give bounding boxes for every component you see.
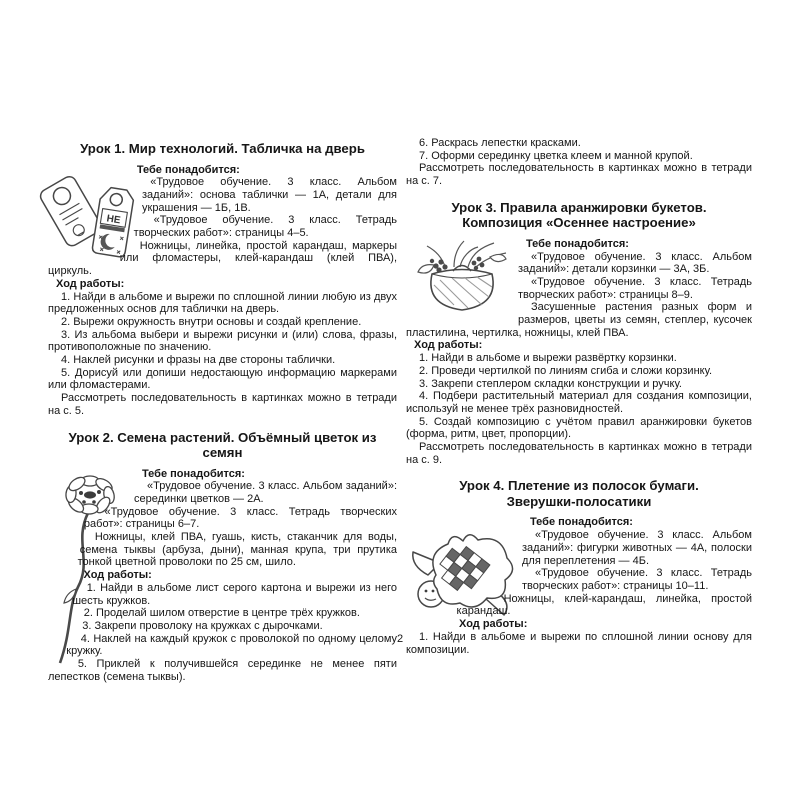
step-paragraph: 2. Проделай шилом отверстие в центре трёх кружков. <box>83 607 360 620</box>
step-paragraph: 1. Найди в альбоме и вырежи по сплошной линии любую из двух предложенных основ для таблички на дверь. <box>48 290 397 316</box>
lesson-4-section <box>406 466 752 656</box>
step-paragraph: 5. Приклей к получившейся серединке не менее пяти лепестков (семена тыквы). <box>48 658 397 683</box>
dried-flower-basket-icon <box>412 239 512 315</box>
lesson-title <box>48 430 397 461</box>
materials-label: Тебе понадобится: <box>136 163 240 176</box>
materials-paragraph: Ножницы, клей ПВА, гуашь, кисть, стаканчик для воды, семена тыквы (арбуза, дыни), манная крупа, три прутика тонкой цветной проволоки по 25 см, шило. <box>77 531 397 569</box>
lesson-title-line: Урок 1. Мир технологий. Табличка на дверь <box>80 141 365 156</box>
note-paragraph: Рассмотреть последовательность в картинках можно в тетради на с. 5. <box>48 392 397 417</box>
step-paragraph: 4. Наклей рисунки и фразы на две стороны таблички. <box>61 354 336 367</box>
materials-paragraph: «Трудовое обучение. 3 класс. Альбом заданий»: фигурки животных — 4А, полоски для переплетения — 4Б. <box>522 529 752 567</box>
materials-label: Тебе понадобится: <box>526 237 629 250</box>
materials-paragraph: «Трудовое обучение. 3 класс. Альбом заданий»: серединки цветков — 2А. <box>134 480 397 505</box>
materials-paragraph: «Трудовое обучение. 3 класс. Тетрадь творческих работ»: страницы 10–11. <box>522 567 752 592</box>
materials-paragraph: Засушенные растения разных форм и размеров, цветы из семян, степлер, кусочек пластилина, чертилка, ножницы, клей ПВА. <box>406 301 752 339</box>
lesson-title <box>48 141 397 157</box>
lesson-title-line: Урок 3. Правила аранжировки букетов. <box>451 199 707 215</box>
steps-label: Ход работы: <box>56 277 125 290</box>
step-paragraph: 2. Проведи чертилкой по линиям сгиба и сложи корзинку. <box>419 364 713 377</box>
materials-label: Тебе понадобится: <box>530 516 633 529</box>
door-hangers-illustration <box>38 165 138 259</box>
lesson-2-continuation <box>406 137 752 188</box>
right-column <box>406 137 752 656</box>
left-column <box>48 141 397 684</box>
step-paragraph: 6. Раскрась лепестки красками. <box>419 137 581 149</box>
lesson-title-line: Композиция «Осеннее настроение» <box>462 215 696 231</box>
door-hangers-icon <box>38 165 138 259</box>
materials-paragraph: «Трудовое обучение. 3 класс. Тетрадь творческих работ»: страницы 6–7. <box>83 505 397 531</box>
step-paragraph: 1. Найди в альбоме и вырежи по сплошной линии основу для композиции. <box>406 630 752 656</box>
dried-flower-basket-illustration <box>412 239 512 315</box>
step-paragraph: 7. Оформи серединку цветка клеем и манной крупой. <box>419 149 693 162</box>
materials-paragraph: «Трудовое обучение. 3 класс. Тетрадь творческих работ»: страницы 4–5. <box>133 214 397 240</box>
step-paragraph: 3. Закрепи проволоку на кружках с дырочками. <box>82 620 323 632</box>
materials-paragraph: «Трудовое обучение. 3 класс. Тетрадь творческих работ»: страницы 8–9. <box>518 275 752 301</box>
step-paragraph: 3. Из альбома выбери и вырежи рисунки и (или) слова, фразы, противоположные по значению. <box>48 328 397 354</box>
materials-paragraph: «Трудовое обучение. 3 класс. Альбом заданий»: основа таблички — 1А, детали для украшения — 1Б, 1В. <box>142 176 397 214</box>
steps-label: Ход работы: <box>83 569 152 582</box>
lesson-1-section <box>48 141 397 418</box>
lesson-title-line: Урок 2. Семена растений. Объёмный цветок из семян <box>68 429 377 461</box>
step-paragraph: 4. Подбери растительный материал для создания композиции, используй не менее трёх разновидностей. <box>406 390 752 415</box>
steps-label: Ход работы: <box>414 339 483 352</box>
note-paragraph: Рассмотреть последовательность в картинках можно в тетради на с. 7. <box>406 162 752 188</box>
step-paragraph: 1. Найди в альбоме и вырежи развёртку корзинки. <box>419 352 677 365</box>
hanger-ne-label: НЕ <box>105 212 122 226</box>
step-paragraph: 3. Закрепи степлером складки конструкции и ручку. <box>419 377 682 390</box>
step-paragraph: 5. Создай композицию с учётом правил аранжировки букетов (форма, ритм, цвет, пропорции). <box>406 415 752 441</box>
lesson-title <box>406 478 752 509</box>
step-paragraph: 2. Вырежи окружность внутри основы и создай крепление. <box>61 315 362 328</box>
materials-label: Тебе понадобится: <box>142 467 245 480</box>
materials-paragraph: Ножницы, линейка, простой карандаш, маркеры или фломастеры, клей-карандаш (клей ПВА), циркуль. <box>48 239 397 278</box>
step-paragraph: 4. Наклей на каждый кружок с проволокой по одному целому кружку. <box>66 632 397 658</box>
steps-label: Ход работы: <box>459 618 528 631</box>
lesson-title <box>406 200 752 231</box>
note-paragraph: Рассмотреть последовательность в картинках можно в тетради на с. 9. <box>406 441 752 466</box>
page-number: 2 <box>396 633 404 645</box>
lesson-title-line: Урок 4. Плетение из полосок бумаги. <box>459 478 699 494</box>
lesson-title-line: Зверушки-полосатики <box>506 493 652 509</box>
materials-paragraph: Ножницы, клей-карандаш, линейка, простой карандаш. <box>456 592 752 618</box>
step-paragraph: 1. Найди в альбоме лист серого картона и вырежи из него шесть кружков. <box>72 581 397 607</box>
step-paragraph: 5. Дорисуй или допиши недостающую информацию маркерами или фломастерами. <box>48 366 397 392</box>
lesson-3-section <box>406 188 752 467</box>
materials-paragraph: «Трудовое обучение. 3 класс. Альбом заданий»: детали корзинки — 3А, 3Б. <box>518 250 752 276</box>
